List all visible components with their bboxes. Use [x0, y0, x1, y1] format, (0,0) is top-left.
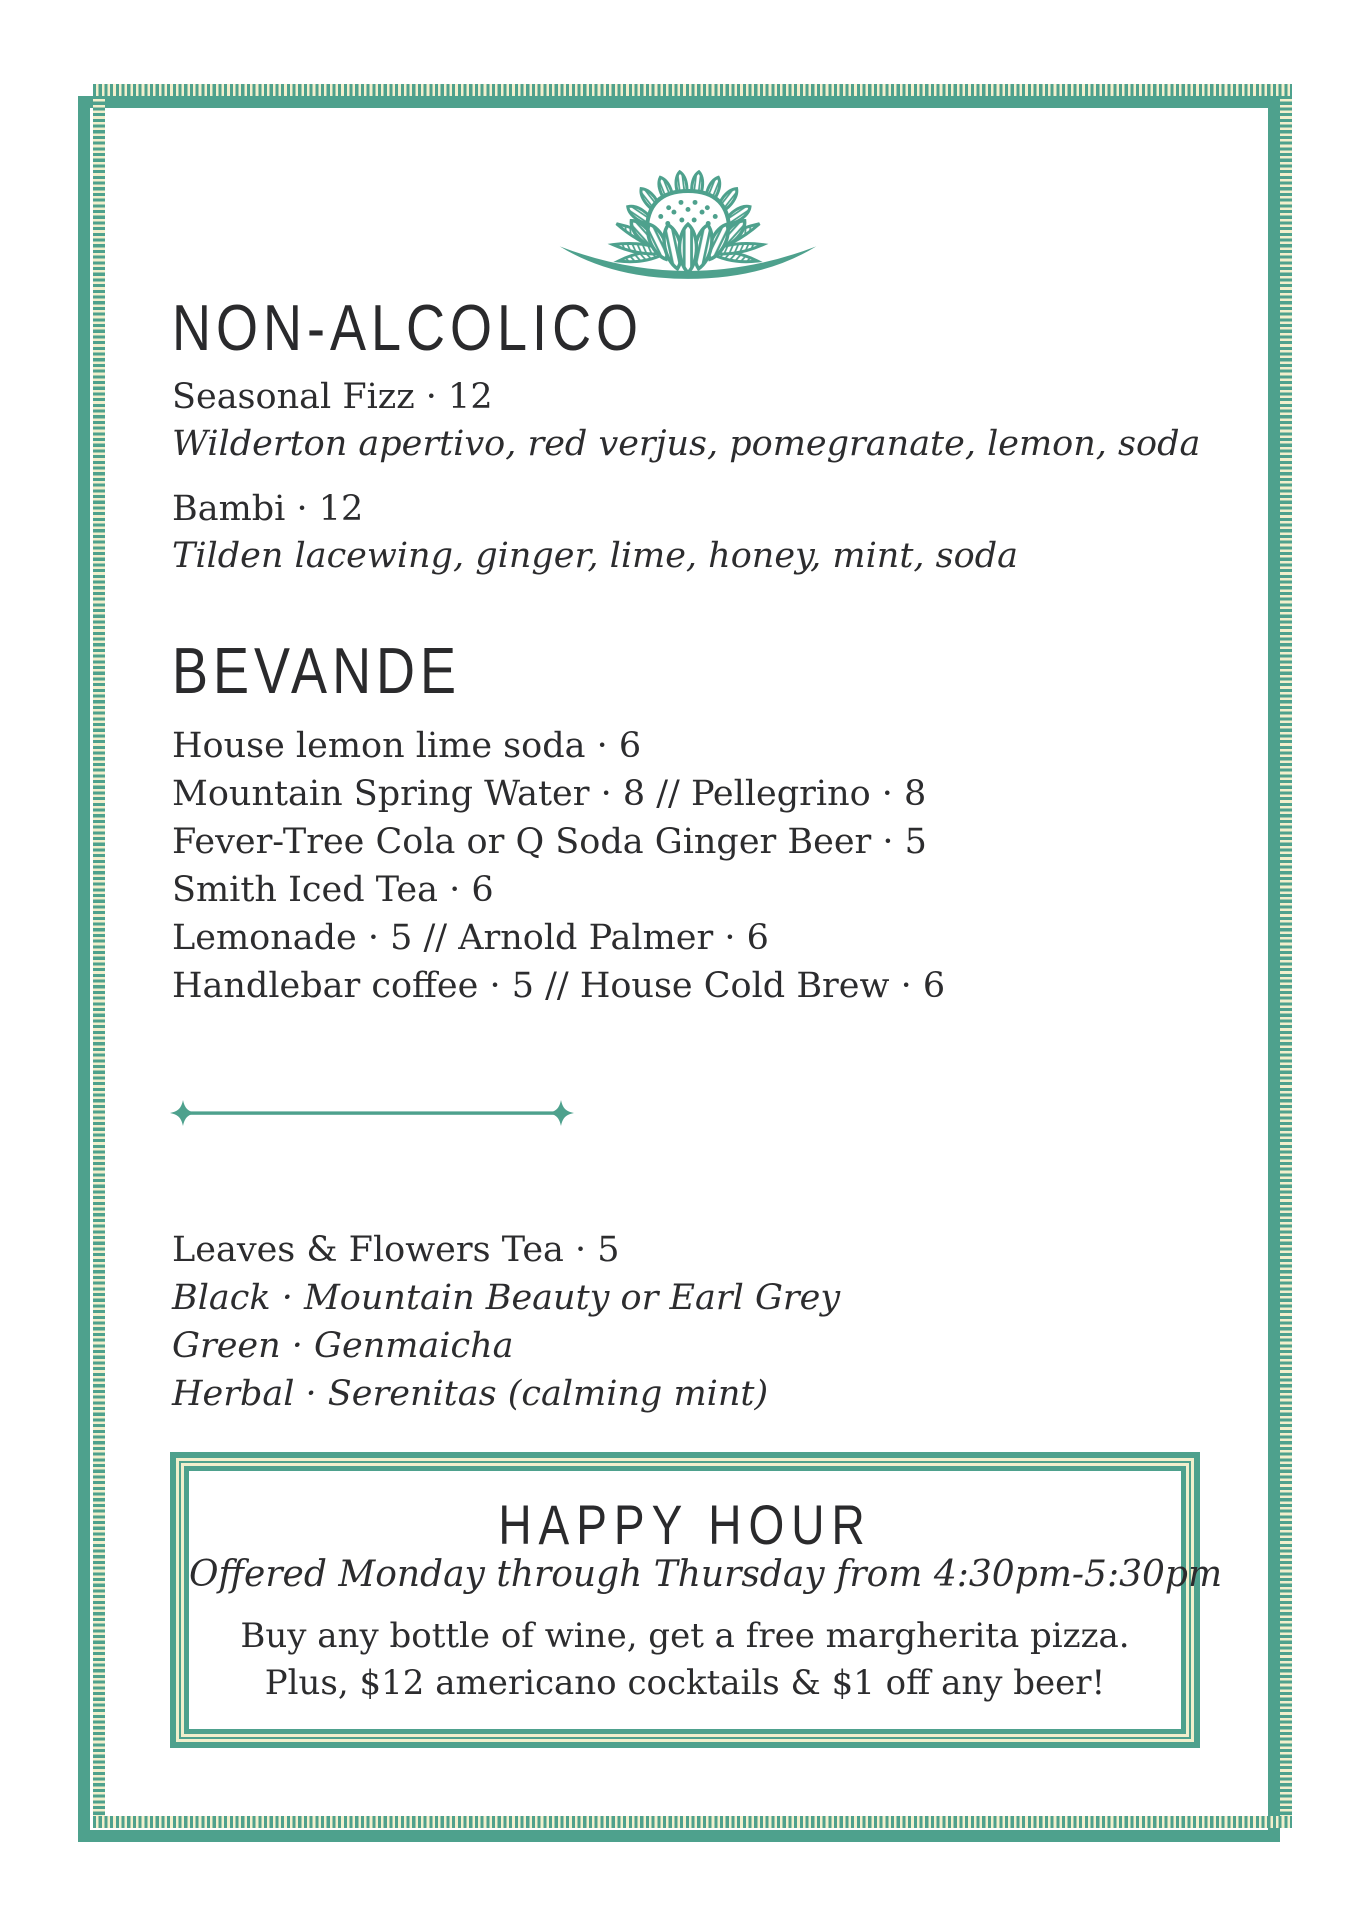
item-name: Seasonal Fizz · 12: [172, 377, 493, 417]
section-title-bevande: BEVANDE: [172, 635, 462, 708]
tea-variety: Black · Mountain Beauty or Earl Grey: [172, 1278, 841, 1318]
list-item: Mountain Spring Water · 8 // Pellegrino · 8: [172, 774, 927, 814]
tea-variety: Herbal · Serenitas (calming mint): [172, 1374, 769, 1414]
happy-hour-offer-line: Buy any bottle of wine, get a free margherita pizza.: [240, 1615, 1130, 1656]
happy-hour-box-inner: [184, 1466, 1223, 1734]
protea-flower-icon: [556, 162, 820, 285]
sparkle-divider: [170, 1100, 574, 1126]
happy-hour-title: HAPPY HOUR: [498, 1493, 872, 1556]
happy-hour-offer-line: Plus, $12 americano cocktails & $1 off any beer!: [264, 1662, 1106, 1703]
happy-hour-schedule: Offered Monday through Thursday from 4:30pm-5:30pm: [189, 1554, 1223, 1595]
list-item: Handlebar coffee · 5 // House Cold Brew · 6: [172, 966, 946, 1006]
list-item: Fever-Tree Cola or Q Soda Ginger Beer · 5: [172, 822, 927, 862]
item-name: Bambi · 12: [172, 489, 364, 529]
list-item: Smith Iced Tea · 6: [172, 870, 494, 910]
list-item: House lemon lime soda · 6: [172, 726, 642, 766]
tea-list: [172, 1226, 840, 1418]
list-item: Lemonade · 5 // Arnold Palmer · 6: [172, 918, 769, 958]
menu-item-bambi: [172, 486, 1018, 580]
item-description: Tilden lacewing, ginger, lime, honey, mint, soda: [172, 536, 1018, 576]
border-stripe-right: [1280, 96, 1292, 1816]
tea-variety: Green · Genmaicha: [172, 1326, 514, 1366]
border-stripe-top: [93, 84, 1292, 96]
tea-lead: Leaves & Flowers Tea · 5: [172, 1230, 620, 1270]
menu-item-seasonal-fizz: [172, 374, 1200, 468]
section-title-non-alcolico: NON-ALCOLICO: [172, 292, 644, 365]
item-description: Wilderton apertivo, red verjus, pomegranate, lemon, soda: [172, 424, 1201, 464]
bevande-list: [172, 722, 945, 1010]
happy-hour-offers: [189, 1613, 1181, 1707]
happy-hour-box-mid-border: [179, 1461, 1223, 1739]
happy-hour-box: [170, 1452, 1223, 1748]
